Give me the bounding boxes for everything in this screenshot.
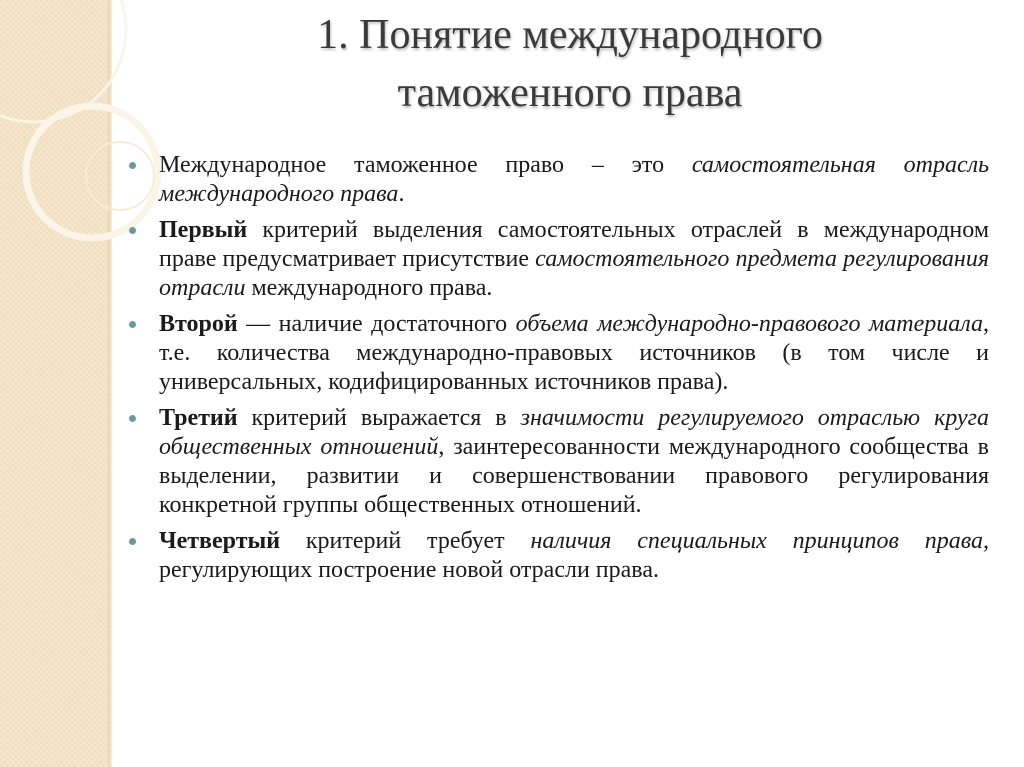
bullet-text-italic: самостоятельная отрасль международного права [159,152,989,207]
bullet-text: , заинтересованности международного сообщества в выделении, развитии и совершенствовании правового регулирования конкретной группы общественных отношений. [159,434,989,518]
slide-title [160,6,980,122]
bullet-keyword: Четвертый [159,528,281,554]
bullet-keyword: Третий [159,405,238,431]
bullet-dot-icon [129,227,136,234]
bullet-text: Международное таможенное право – это [159,152,692,178]
bullet-dot-icon [129,162,136,169]
bullet-text: — наличие достаточного [237,311,516,337]
bullet-item-second-criterion [124,310,989,397]
title-line-1: 1. Понятие международного [317,12,823,58]
bullet-text-italic: самостоятельного предмета регулирования отрасли [159,246,989,301]
bullet-text-italic: наличия специальных принципов права, [530,528,990,554]
bullet-item-fourth-criterion [124,527,989,585]
bullet-text-italic: значимости регулируемого отраслью круга общественных отношений [159,405,990,460]
bullet-keyword: Второй [159,311,238,337]
bullet-text: критерий выделения самостоятельных отраслей в международном праве предусматривает присутствие [159,217,989,272]
bullet-dot-icon [129,321,136,328]
title-line-2: таможенного права [397,70,743,116]
decorative-ring-top [0,0,126,122]
bullet-item-third-criterion [124,404,989,520]
bullet-text: . [398,181,405,207]
bullet-list [124,151,989,592]
bullet-item-first-criterion [124,216,989,303]
bullet-text: критерий выражается в [237,405,521,431]
bullet-text: критерий требует [280,528,531,554]
bullet-text: , т.е. количества международно-правовых источников (в том числе и универсальных, кодифицированных источников права). [159,311,989,395]
bullet-item-definition [124,151,989,209]
bullet-keyword: Первый [159,217,248,243]
bullet-text: международного права. [245,275,493,301]
bullet-dot-icon [129,415,136,422]
bullet-dot-icon [129,538,136,545]
bullet-text-italic: объема международно-правового материала [515,311,983,337]
bullet-text: регулирующих построение новой отрасли права. [159,557,659,583]
